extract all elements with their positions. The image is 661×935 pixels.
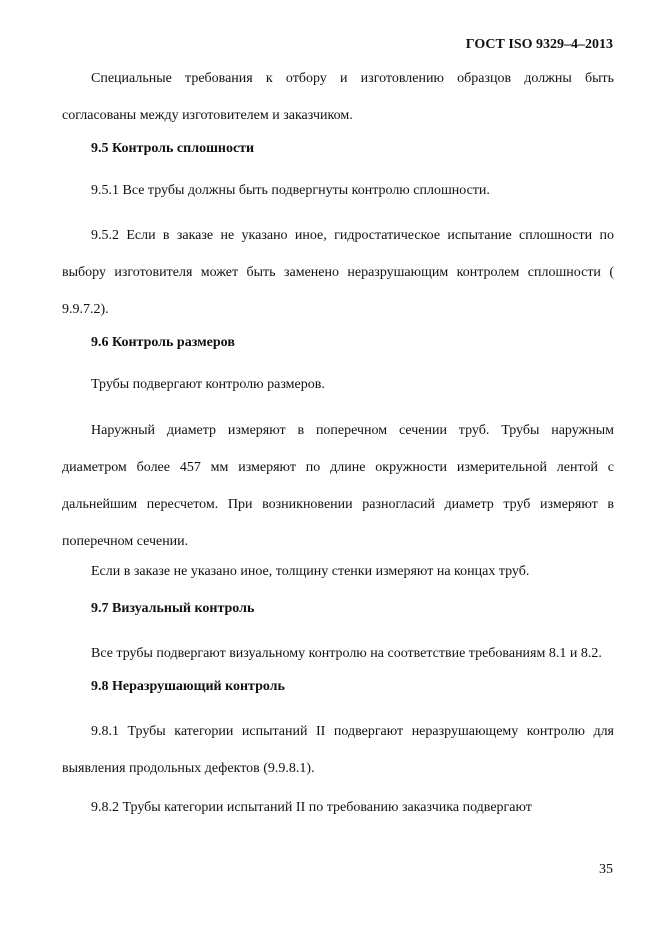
section-9-8-heading: 9.8 Неразрушающий контроль [91, 679, 285, 694]
section-9-6-paragraph-1: Трубы подвергают контролю размеров. [91, 377, 325, 392]
section-9-5-heading: 9.5 Контроль сплошности [91, 141, 255, 156]
section-9-8-2-paragraph: 9.8.2 Трубы категории испытаний II по требованию заказчика подвергают [91, 800, 532, 815]
section-9-6-paragraph-2: Наружный диаметр измеряют в поперечном сечении труб. Трубы наружным диаметром более 457 мм измеряют по длине окружности измерительной лентой с дальнейшим пересчетом. При возникновении разногласий диаметр труб измеряют в поперечном сечении. [62, 423, 614, 549]
page-number: 35 [599, 862, 613, 877]
section-9-6-paragraph-3: Если в заказе не указано иное, толщину стенки измеряют на концах труб. [91, 564, 530, 579]
section-9-8-1-paragraph: 9.8.1 Трубы категории испытаний II подвергают неразрушающему контролю для выявления продольных дефектов (9.9.8.1). [62, 724, 614, 776]
standard-code-header: ГОСТ ISO 9329–4–2013 [465, 37, 613, 52]
section-9-5-2-paragraph: 9.5.2 Если в заказе не указано иное, гидростатическое испытание сплошности по выбору изготовителя может быть заменено неразрушающим контролем сплошности ( 9.9.7.2). [62, 228, 614, 317]
section-9-7-paragraph: Все трубы подвергают визуальному контролю на соответствие требованиям 8.1 и 8.2. [91, 646, 602, 661]
section-9-5-1-paragraph: 9.5.1 Все трубы должны быть подвергнуты контролю сплошности. [91, 183, 490, 198]
section-9-7-heading: 9.7 Визуальный контроль [91, 601, 255, 616]
section-9-6-heading: 9.6 Контроль размеров [91, 335, 235, 350]
intro-paragraph: Специальные требования к отбору и изготовлению образцов должны быть согласованы между изготовителем и заказчиком. [62, 71, 614, 123]
document-body [62, 60, 614, 826]
